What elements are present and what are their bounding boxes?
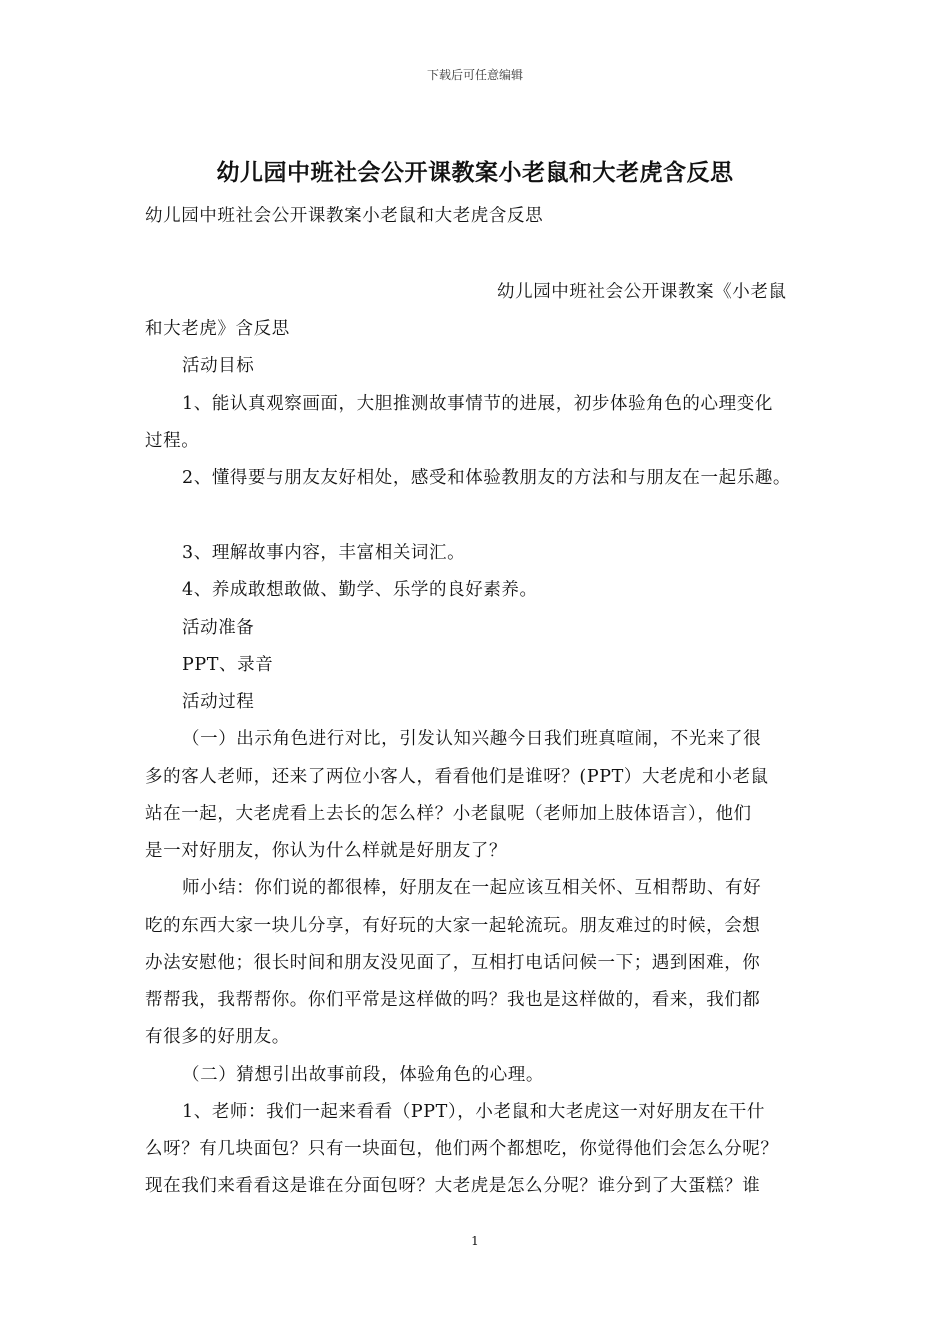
body-line: 师小结：你们说的都很棒，好朋友在一起应该互相关怀、互相帮助、有好 [182, 878, 762, 898]
body-line: 4、养成敢想敢做、勤学、乐学的良好素养。 [182, 580, 538, 600]
body-line: 吃的东西大家一块儿分享，有好玩的大家一起轮流玩。朋友难过的时候，会想 [145, 916, 761, 936]
section-heading: 活动过程 [182, 692, 255, 712]
body-line: 1、老师：我们一起来看看（PPT），小老鼠和大老虎这一对好朋友在干什 [182, 1102, 766, 1122]
body-line: 1、能认真观察画面，大胆推测故事情节的进展，初步体验角色的心理变化 [182, 394, 773, 414]
body-line: （一）出示角色进行对比，引发认知兴趣今日我们班真喧闹，不光来了很 [182, 729, 762, 749]
body-line: 2、懂得要与朋友友好相处，感受和体验教朋友的方法和与朋友在一起乐趣。 [182, 468, 792, 488]
body-line: 是一对好朋友，你认为什么样就是好朋友了？ [145, 841, 507, 861]
document-title: 幼儿园中班社会公开课教案小老鼠和大老虎含反思 [216, 159, 734, 186]
subtitle-line: 幼儿园中班社会公开课教案小老鼠和大老虎含反思 [145, 206, 544, 226]
section-heading: 活动准备 [182, 618, 255, 638]
body-line: 多的客人老师，还来了两位小客人，看看他们是谁呀？(PPT）大老虎和小老鼠 [145, 767, 769, 787]
body-line: 站在一起，大老虎看上去长的怎么样？小老鼠呢（老师加上肢体语言），他们 [145, 804, 752, 824]
body-line: 和大老虎》含反思 [145, 319, 290, 339]
body-line: 么呀？有几块面包？只有一块面包，他们两个都想吃，你觉得他们会怎么分呢？ [145, 1139, 779, 1159]
section-heading: 活动目标 [182, 356, 255, 376]
body-line: 有很多的好朋友。 [145, 1027, 290, 1047]
body-line: 幼儿园中班社会公开课教案《小老鼠 [497, 282, 787, 302]
header-note: 下载后可任意编辑 [426, 68, 523, 82]
body-line: PPT、录音 [182, 655, 274, 675]
body-line: 办法安慰他；很长时间和朋友没见面了，互相打电话问候一下；遇到困难，你 [145, 953, 761, 973]
body-line: 帮帮我，我帮帮你。你们平常是这样做的吗？我也是这样做的，看来，我们都 [145, 990, 761, 1010]
body-line: （二）猜想引出故事前段，体验角色的心理。 [182, 1065, 544, 1085]
body-line: 3、理解故事内容，丰富相关词汇。 [182, 543, 466, 563]
body-line: 过程。 [145, 431, 200, 451]
body-line: 现在我们来看看这是谁在分面包呀？大老虎是怎么分呢？谁分到了大蛋糕？谁 [145, 1176, 761, 1196]
page-number: 1 [471, 1234, 479, 1248]
